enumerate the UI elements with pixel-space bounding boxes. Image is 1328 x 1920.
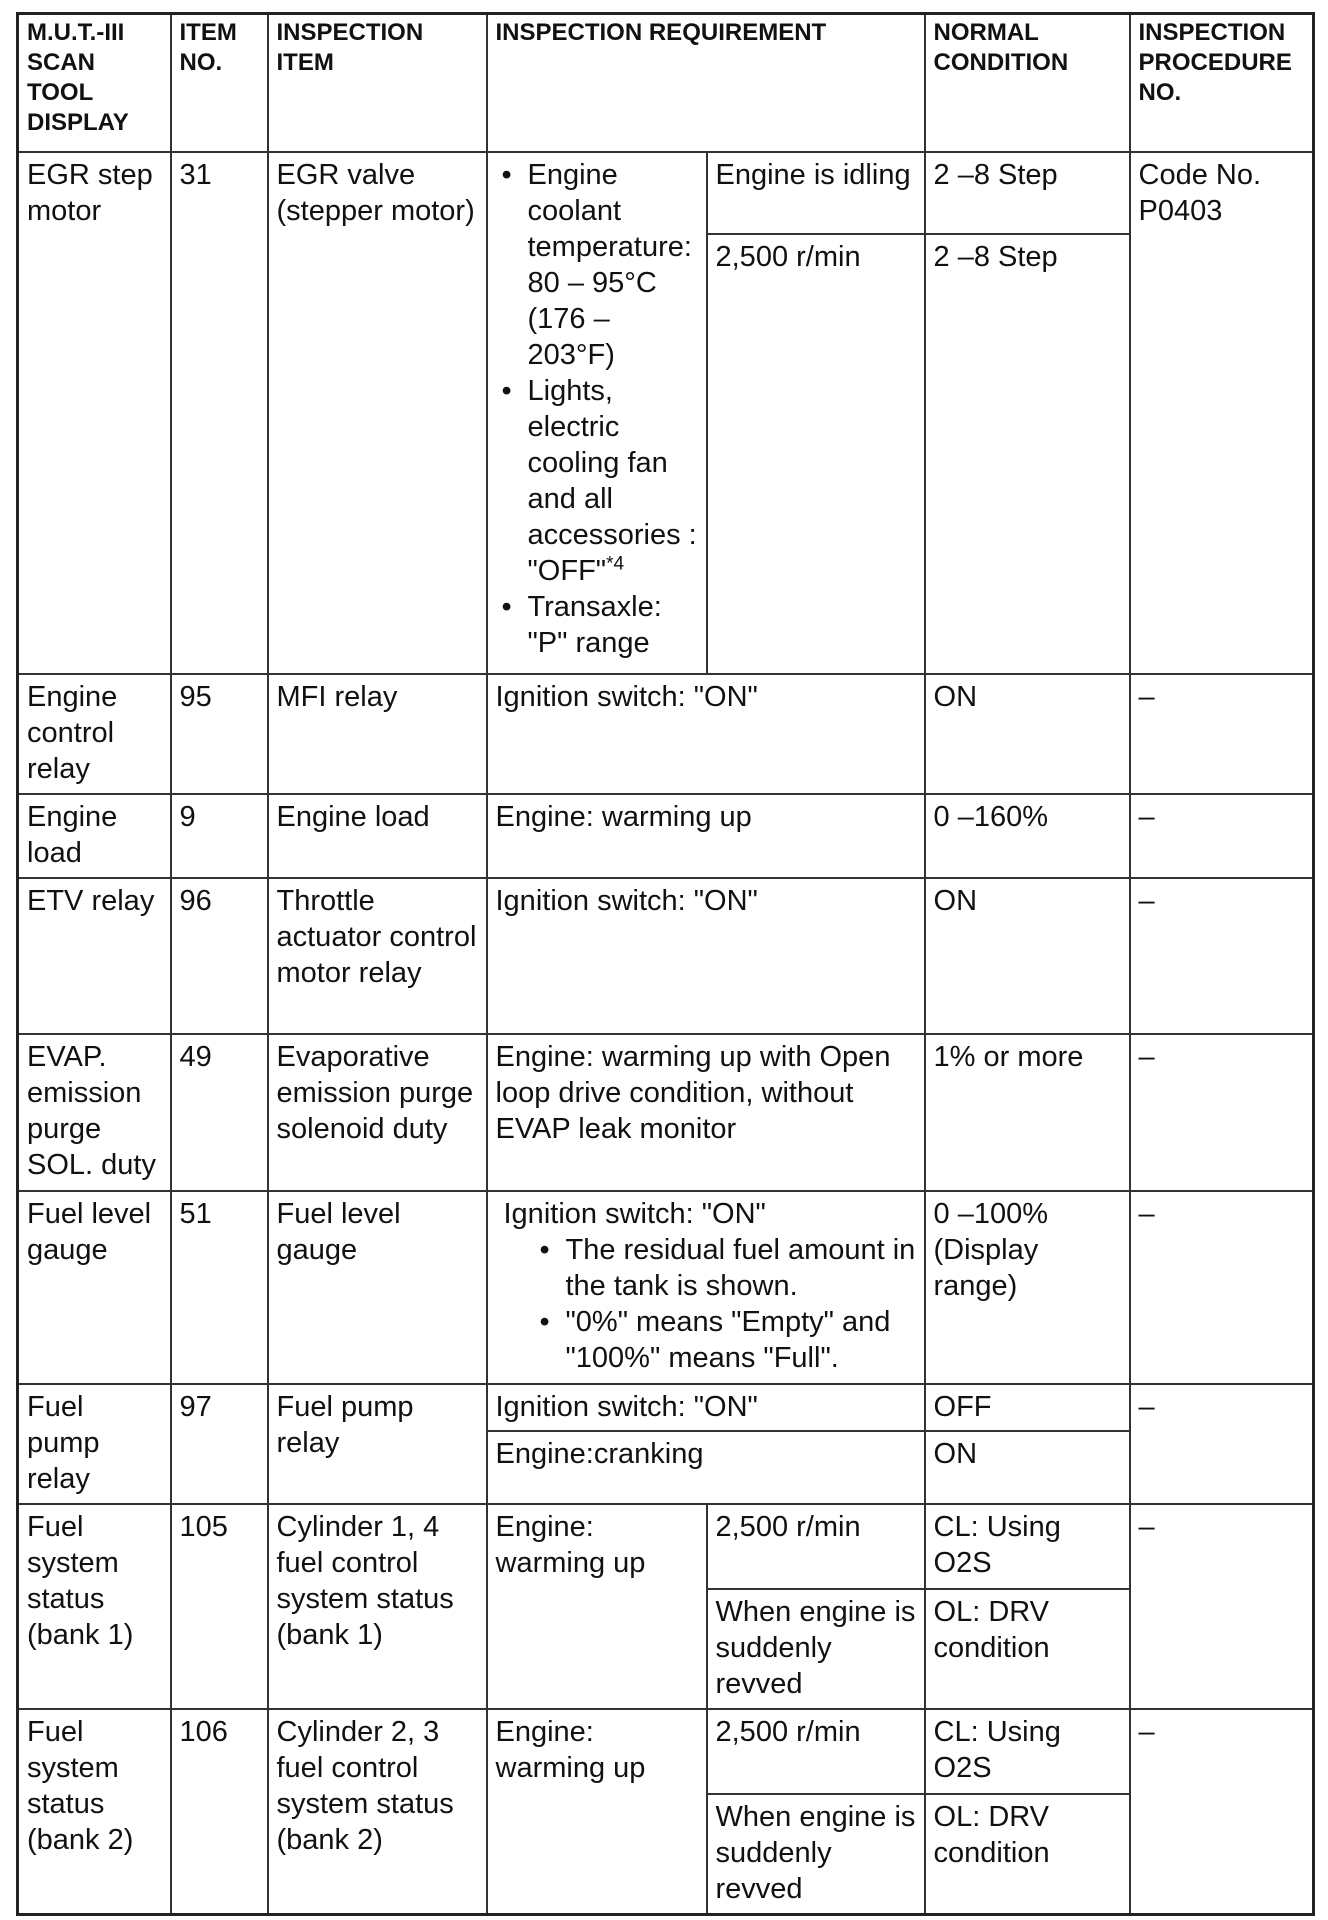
header-item-no: ITEM NO. (171, 14, 268, 153)
table-row (18, 878, 1314, 1034)
header-procedure: INSPECTION PROCEDURE NO. (1130, 14, 1314, 153)
cell-display: Engine control relay (18, 674, 171, 794)
table-row (18, 794, 1314, 878)
cell-item-no: 51 (171, 1191, 268, 1384)
cell-item-no: 95 (171, 674, 268, 794)
cell-requirement: Engine: warming up (487, 1709, 707, 1914)
list-item: • Engine coolant temperature: 80 – 95°C (176 – 203°F) (528, 157, 698, 373)
cell-display: Fuel system status (bank 2) (18, 1709, 171, 1914)
cell-display: EGR step motor (18, 152, 171, 674)
requirement-text: Ignition switch: "ON" (503, 1198, 766, 1230)
cell-item: Evaporative emission purge solenoid duty (268, 1034, 487, 1191)
cell-procedure: – (1130, 1034, 1314, 1191)
header-requirement: INSPECTION REQUIREMENT (487, 14, 925, 153)
cell-procedure: Code No. P0403 (1130, 152, 1314, 674)
table-row (18, 1384, 1314, 1431)
cell-item-no: 49 (171, 1034, 268, 1191)
cell-display: Fuel system status (bank 1) (18, 1504, 171, 1709)
requirement-bullets (496, 157, 698, 661)
cell-normal: ON (925, 1431, 1130, 1504)
cell-requirement (487, 152, 707, 674)
cell-item: Cylinder 2, 3 fuel control system status (bank 2) (268, 1709, 487, 1914)
table-row (18, 1709, 1314, 1794)
cell-item-no: 96 (171, 878, 268, 1034)
cell-item-no: 105 (171, 1504, 268, 1709)
cell-condition: 2,500 r/min (707, 234, 925, 674)
cell-procedure: – (1130, 1709, 1314, 1914)
cell-item: Fuel pump relay (268, 1384, 487, 1504)
cell-requirement: Engine:cranking (487, 1431, 925, 1504)
cell-normal: 2 –8 Step (925, 152, 1130, 234)
footnote-marker: *4 (606, 553, 625, 575)
cell-item: Engine load (268, 794, 487, 878)
cell-normal: OFF (925, 1384, 1130, 1431)
cell-requirement: Ignition switch: "ON" (487, 878, 925, 1034)
cell-normal: CL: Using O2S (925, 1709, 1130, 1794)
cell-display: Fuel level gauge (18, 1191, 171, 1384)
cell-item: Cylinder 1, 4 fuel control system status (bank 1) (268, 1504, 487, 1709)
table-row (18, 674, 1314, 794)
cell-item-no: 31 (171, 152, 268, 674)
cell-normal: 0 –100% (Display range) (925, 1191, 1130, 1384)
cell-item: Throttle actuator control motor relay (268, 878, 487, 1034)
cell-item: EGR valve (stepper motor) (268, 152, 487, 674)
cell-normal: 0 –160% (925, 794, 1130, 878)
cell-normal: OL: DRV condition (925, 1794, 1130, 1914)
cell-procedure: – (1130, 878, 1314, 1034)
list-item: • Transaxle: "P" range (528, 589, 698, 661)
requirement-bullets (496, 1232, 916, 1376)
cell-item: MFI relay (268, 674, 487, 794)
cell-requirement (487, 1191, 925, 1384)
table-row (18, 1034, 1314, 1191)
cell-procedure: – (1130, 1191, 1314, 1384)
header-item: INSPECTION ITEM (268, 14, 487, 153)
cell-normal: CL: Using O2S (925, 1504, 1130, 1589)
table-row (18, 1191, 1314, 1384)
bullet-text: Lights, electric cooling fan and all accessories : "OFF" (527, 375, 697, 587)
cell-display: EVAP. emission purge SOL. duty (18, 1034, 171, 1191)
cell-normal: 1% or more (925, 1034, 1130, 1191)
cell-display: Engine load (18, 794, 171, 878)
cell-condition: 2,500 r/min (707, 1709, 925, 1794)
header-row (18, 14, 1314, 153)
cell-condition: When engine is suddenly revved (707, 1794, 925, 1914)
table-row (18, 152, 1314, 234)
cell-requirement: Engine: warming up (487, 1504, 707, 1709)
cell-procedure: – (1130, 674, 1314, 794)
list-item: • "0%" means "Empty" and "100%" means "Full". (566, 1304, 916, 1376)
cell-display: Fuel pump relay (18, 1384, 171, 1504)
cell-requirement: Engine: warming up with Open loop drive condition, without EVAP leak monitor (487, 1034, 925, 1191)
cell-condition: When engine is suddenly revved (707, 1589, 925, 1709)
cell-requirement: Engine: warming up (487, 794, 925, 878)
cell-item: Fuel level gauge (268, 1191, 487, 1384)
cell-normal: 2 –8 Step (925, 234, 1130, 674)
cell-item-no: 97 (171, 1384, 268, 1504)
cell-procedure: – (1130, 1384, 1314, 1504)
inspection-table (16, 12, 1315, 1916)
cell-normal: ON (925, 878, 1130, 1034)
cell-requirement: Ignition switch: "ON" (487, 1384, 925, 1431)
cell-procedure: – (1130, 1504, 1314, 1709)
header-display: M.U.T.-III SCAN TOOL DISPLAY (18, 14, 171, 153)
cell-requirement: Ignition switch: "ON" (487, 674, 925, 794)
list-item (528, 373, 698, 589)
cell-condition: 2,500 r/min (707, 1504, 925, 1589)
table-row (18, 1504, 1314, 1589)
cell-display: ETV relay (18, 878, 171, 1034)
cell-normal: ON (925, 674, 1130, 794)
cell-normal: OL: DRV condition (925, 1589, 1130, 1709)
cell-item-no: 9 (171, 794, 268, 878)
cell-procedure: – (1130, 794, 1314, 878)
cell-condition: Engine is idling (707, 152, 925, 234)
list-item: • The residual fuel amount in the tank is shown. (566, 1232, 916, 1304)
cell-item-no: 106 (171, 1709, 268, 1914)
header-normal: NORMAL CONDITION (925, 14, 1130, 153)
